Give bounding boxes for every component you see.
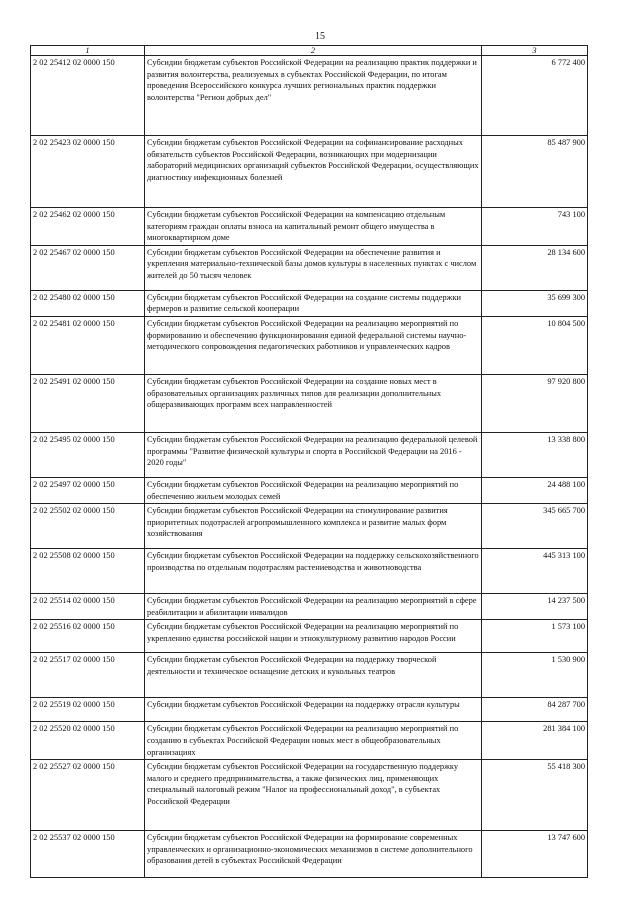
subsidy-description: Субсидии бюджетам субъектов Российской Федерации на реализацию практик поддержки и развития волонтерства, реализуемых в субъектах Российской Федерации, по итогам проведения Всероссийского конкурса лучших региональных практик поддержки волонтерства "Регион добрых дел": [145, 56, 482, 136]
table-row: [31, 698, 588, 722]
table-row: [31, 374, 588, 432]
budget-code: 2 02 25502 02 0000 150: [31, 504, 145, 549]
subsidy-description: Субсидии бюджетам субъектов Российской Федерации на поддержку отрасли культуры: [145, 698, 482, 722]
amount: 345 665 700: [482, 504, 588, 549]
amount: 28 134 600: [482, 245, 588, 290]
table-row: [31, 594, 588, 620]
table-row: [31, 432, 588, 477]
budget-code: 2 02 25423 02 0000 150: [31, 136, 145, 208]
amount: 14 237 500: [482, 594, 588, 620]
amount: 85 487 900: [482, 136, 588, 208]
subsidy-description: Субсидии бюджетам субъектов Российской Федерации на реализацию мероприятий по обеспечению жильем молодых семей: [145, 477, 482, 503]
amount: 84 287 700: [482, 698, 588, 722]
table-row: [31, 136, 588, 208]
budget-table: [30, 45, 588, 878]
amount: 13 338 800: [482, 432, 588, 477]
table-row: [31, 760, 588, 831]
amount: 24 488 100: [482, 477, 588, 503]
subsidy-description: Субсидии бюджетам субъектов Российской Федерации на компенсацию отдельным категориям граждан оплаты взноса на капитальный ремонт общего имущества в многоквартирном доме: [145, 208, 482, 246]
budget-code: 2 02 25467 02 0000 150: [31, 245, 145, 290]
table-row: [31, 831, 588, 878]
budget-code: 2 02 25537 02 0000 150: [31, 831, 145, 878]
amount: 281 384 100: [482, 722, 588, 760]
budget-code: 2 02 25519 02 0000 150: [31, 698, 145, 722]
table-header-row: [31, 46, 588, 56]
subsidy-description: Субсидии бюджетам субъектов Российской Федерации на создание новых мест в образовательных организациях различных типов для реализации дополнительных общеразвивающих программ всех направленностей: [145, 374, 482, 432]
budget-code: 2 02 25495 02 0000 150: [31, 432, 145, 477]
amount: 1 530 900: [482, 653, 588, 698]
amount: 55 418 300: [482, 760, 588, 831]
budget-code: 2 02 25527 02 0000 150: [31, 760, 145, 831]
budget-code: 2 02 25491 02 0000 150: [31, 374, 145, 432]
budget-code: 2 02 25480 02 0000 150: [31, 290, 145, 316]
subsidy-description: Субсидии бюджетам субъектов Российской Федерации на государственную поддержку малого и среднего предпринимательства, а также физических лиц, применяющих специальный налоговый режим "Налог на профессиональный доход", в субъектах Российской Федерации: [145, 760, 482, 831]
budget-code: 2 02 25412 02 0000 150: [31, 56, 145, 136]
table-row: [31, 653, 588, 698]
subsidy-description: Субсидии бюджетам субъектов Российской Федерации на реализацию федеральной целевой программы "Развитие физической культуры и спорта в Российской Федерации на 2016 - 2020 годы": [145, 432, 482, 477]
table-row: [31, 208, 588, 246]
subsidy-description: Субсидии бюджетам субъектов Российской Федерации на реализацию мероприятий по формированию и обеспечению функционирования единой федеральной системы научно-методического сопровождения педагогических работников и управленческих кадров: [145, 316, 482, 374]
subsidy-description: Субсидии бюджетам субъектов Российской Федерации на поддержку творческой деятельности и техническое оснащение детских и кукольных театров: [145, 653, 482, 698]
table-row: [31, 722, 588, 760]
budget-code: 2 02 25508 02 0000 150: [31, 549, 145, 594]
table-row: [31, 504, 588, 549]
amount: 35 699 300: [482, 290, 588, 316]
budget-code: 2 02 25516 02 0000 150: [31, 620, 145, 653]
budget-code: 2 02 25462 02 0000 150: [31, 208, 145, 246]
amount: 97 920 800: [482, 374, 588, 432]
table-row: [31, 549, 588, 594]
amount: 10 804 500: [482, 316, 588, 374]
table-row: [31, 56, 588, 136]
subsidy-description: Субсидии бюджетам субъектов Российской Федерации на реализацию мероприятий в сфере реабилитации и абилитации инвалидов: [145, 594, 482, 620]
subsidy-description: Субсидии бюджетам субъектов Российской Федерации на софинансирование расходных обязательств субъектов Российской Федерации, возникающих при модернизации лабораторий медицинских организаций субъектов Российской Федерации, осуществляющих диагностику инфекционных болезней: [145, 136, 482, 208]
subsidy-description: Субсидии бюджетам субъектов Российской Федерации на формирование современных управленческих и организационно-экономических механизмов в системе дополнительного образования детей в субъектах Российской Федерации: [145, 831, 482, 878]
subsidy-description: Субсидии бюджетам субъектов Российской Федерации на поддержку сельскохозяйственного производства по отдельным подотраслям растениеводства и животноводства: [145, 549, 482, 594]
budget-code: 2 02 25520 02 0000 150: [31, 722, 145, 760]
budget-code: 2 02 25481 02 0000 150: [31, 316, 145, 374]
amount: 743 100: [482, 208, 588, 246]
table-row: [31, 316, 588, 374]
table-row: [31, 477, 588, 503]
subsidy-description: Субсидии бюджетам субъектов Российской Федерации на создание системы поддержки фермеров и развитие сельской кооперации: [145, 290, 482, 316]
page-number: 15: [315, 31, 325, 42]
amount: 445 313 100: [482, 549, 588, 594]
table-row: [31, 245, 588, 290]
subsidy-description: Субсидии бюджетам субъектов Российской Федерации на реализацию мероприятий по укреплению единства российской нации и этнокультурному развитию народов России: [145, 620, 482, 653]
column-header-3: 3: [482, 46, 588, 56]
subsidy-description: Субсидии бюджетам субъектов Российской Федерации на стимулирование развития приоритетных подотраслей агропромышленного комплекса и развитие малых форм хозяйствования: [145, 504, 482, 549]
amount: 1 573 100: [482, 620, 588, 653]
table-row: [31, 290, 588, 316]
budget-code: 2 02 25497 02 0000 150: [31, 477, 145, 503]
budget-code: 2 02 25514 02 0000 150: [31, 594, 145, 620]
budget-code: 2 02 25517 02 0000 150: [31, 653, 145, 698]
subsidy-description: Субсидии бюджетам субъектов Российской Федерации на реализацию мероприятий по созданию в субъектах Российской Федерации новых мест в общеобразовательных организациях: [145, 722, 482, 760]
table-row: [31, 620, 588, 653]
amount: 13 747 600: [482, 831, 588, 878]
subsidy-description: Субсидии бюджетам субъектов Российской Федерации на обеспечение развития и укрепления материально-технической базы домов культуры в населенных пунктах с числом жителей до 50 тысяч человек: [145, 245, 482, 290]
column-header-2: 2: [145, 46, 482, 56]
amount: 6 772 400: [482, 56, 588, 136]
column-header-1: 1: [31, 46, 145, 56]
